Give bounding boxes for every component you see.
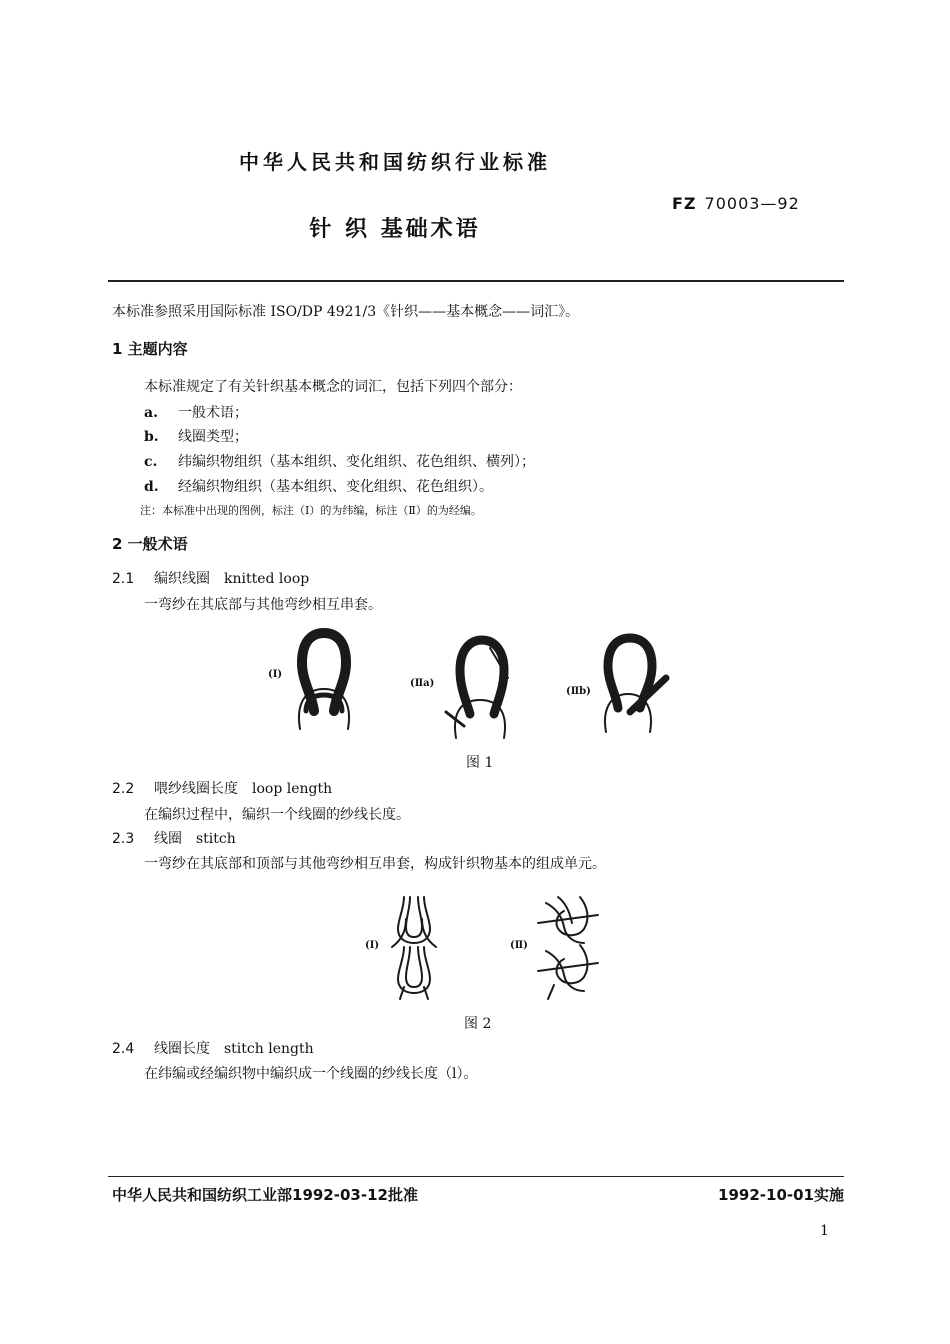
list-item: c. 纬编织物组织（基本组织、变化组织、花色组织、横列）； bbox=[144, 454, 535, 470]
section-1-body: 本标准规定了有关针织基本概念的词汇，包括下列四个部分： bbox=[144, 379, 522, 395]
figure-1-caption: 图 1 bbox=[466, 755, 494, 771]
term-heading: 2.2 喂纱线圈长度 loop length bbox=[112, 781, 333, 797]
section-2-heading: 2 一般术语 bbox=[112, 535, 188, 553]
section-1-heading: 1 主题内容 bbox=[112, 340, 188, 358]
note: 注：本标准中出现的图例，标注（Ⅰ）的为纬编，标注（Ⅱ）的为经编。 bbox=[140, 504, 482, 517]
fig1-label-warp-b: (Ⅱb) bbox=[566, 686, 591, 697]
fig1-warp-b-loop-diagram bbox=[598, 632, 678, 736]
fig2-label-warp: (Ⅱ) bbox=[510, 940, 528, 951]
term-definition: 一弯纱在其底部和顶部与其他弯纱相互串套，构成针织物基本的组成单元。 bbox=[144, 856, 606, 872]
list-item: d. 经编织物组织（基本组织、变化组织、花色组织）。 bbox=[144, 479, 493, 495]
effective-date: 1992-10-01实施 bbox=[718, 1186, 844, 1204]
header-rule bbox=[108, 280, 844, 282]
term-heading: 2.1 编织线圈 knitted loop bbox=[112, 571, 310, 587]
term-definition: 在编织过程中，编织一个线圈的纱线长度。 bbox=[144, 807, 410, 823]
page-number: 1 bbox=[820, 1223, 829, 1239]
term-heading: 2.4 线圈长度 stitch length bbox=[112, 1041, 314, 1057]
standard-prefix: FZ bbox=[672, 194, 697, 213]
fig2-label-weft: (Ⅰ) bbox=[365, 940, 380, 951]
term-heading: 2.3 线圈 stitch bbox=[112, 831, 236, 847]
term-definition: 在纬编或经编织物中编织成一个线圈的纱线长度（l）。 bbox=[144, 1066, 478, 1082]
standard-number: 70003—92 bbox=[704, 194, 800, 213]
figure-2-caption: 图 2 bbox=[464, 1016, 492, 1032]
list-item: b. 线圈类型； bbox=[144, 429, 248, 445]
fig2-warp-stitch-diagram bbox=[536, 893, 602, 1001]
approval-info: 中华人民共和国纺织工业部1992-03-12批准 bbox=[112, 1186, 418, 1204]
fig2-weft-stitch-diagram bbox=[390, 895, 452, 999]
fig1-warp-a-loop-diagram bbox=[442, 630, 522, 742]
document-title: 针 织 基础术语 bbox=[309, 217, 481, 242]
fig1-label-warp-a: (Ⅱa) bbox=[410, 678, 435, 689]
org-title: 中华人民共和国纺织行业标准 bbox=[239, 150, 551, 174]
fig1-weft-loop-diagram bbox=[290, 625, 360, 733]
list-item: a. 一般术语； bbox=[144, 405, 248, 421]
term-definition: 一弯纱在其底部与其他弯纱相互串套。 bbox=[144, 597, 382, 613]
standard-code bbox=[672, 194, 800, 213]
footer-rule bbox=[108, 1176, 844, 1177]
intro-text: 本标准参照采用国际标准 ISO/DP 4921/3《针织——基本概念——词汇》。 bbox=[112, 304, 580, 320]
fig1-label-weft: (Ⅰ) bbox=[268, 669, 283, 680]
